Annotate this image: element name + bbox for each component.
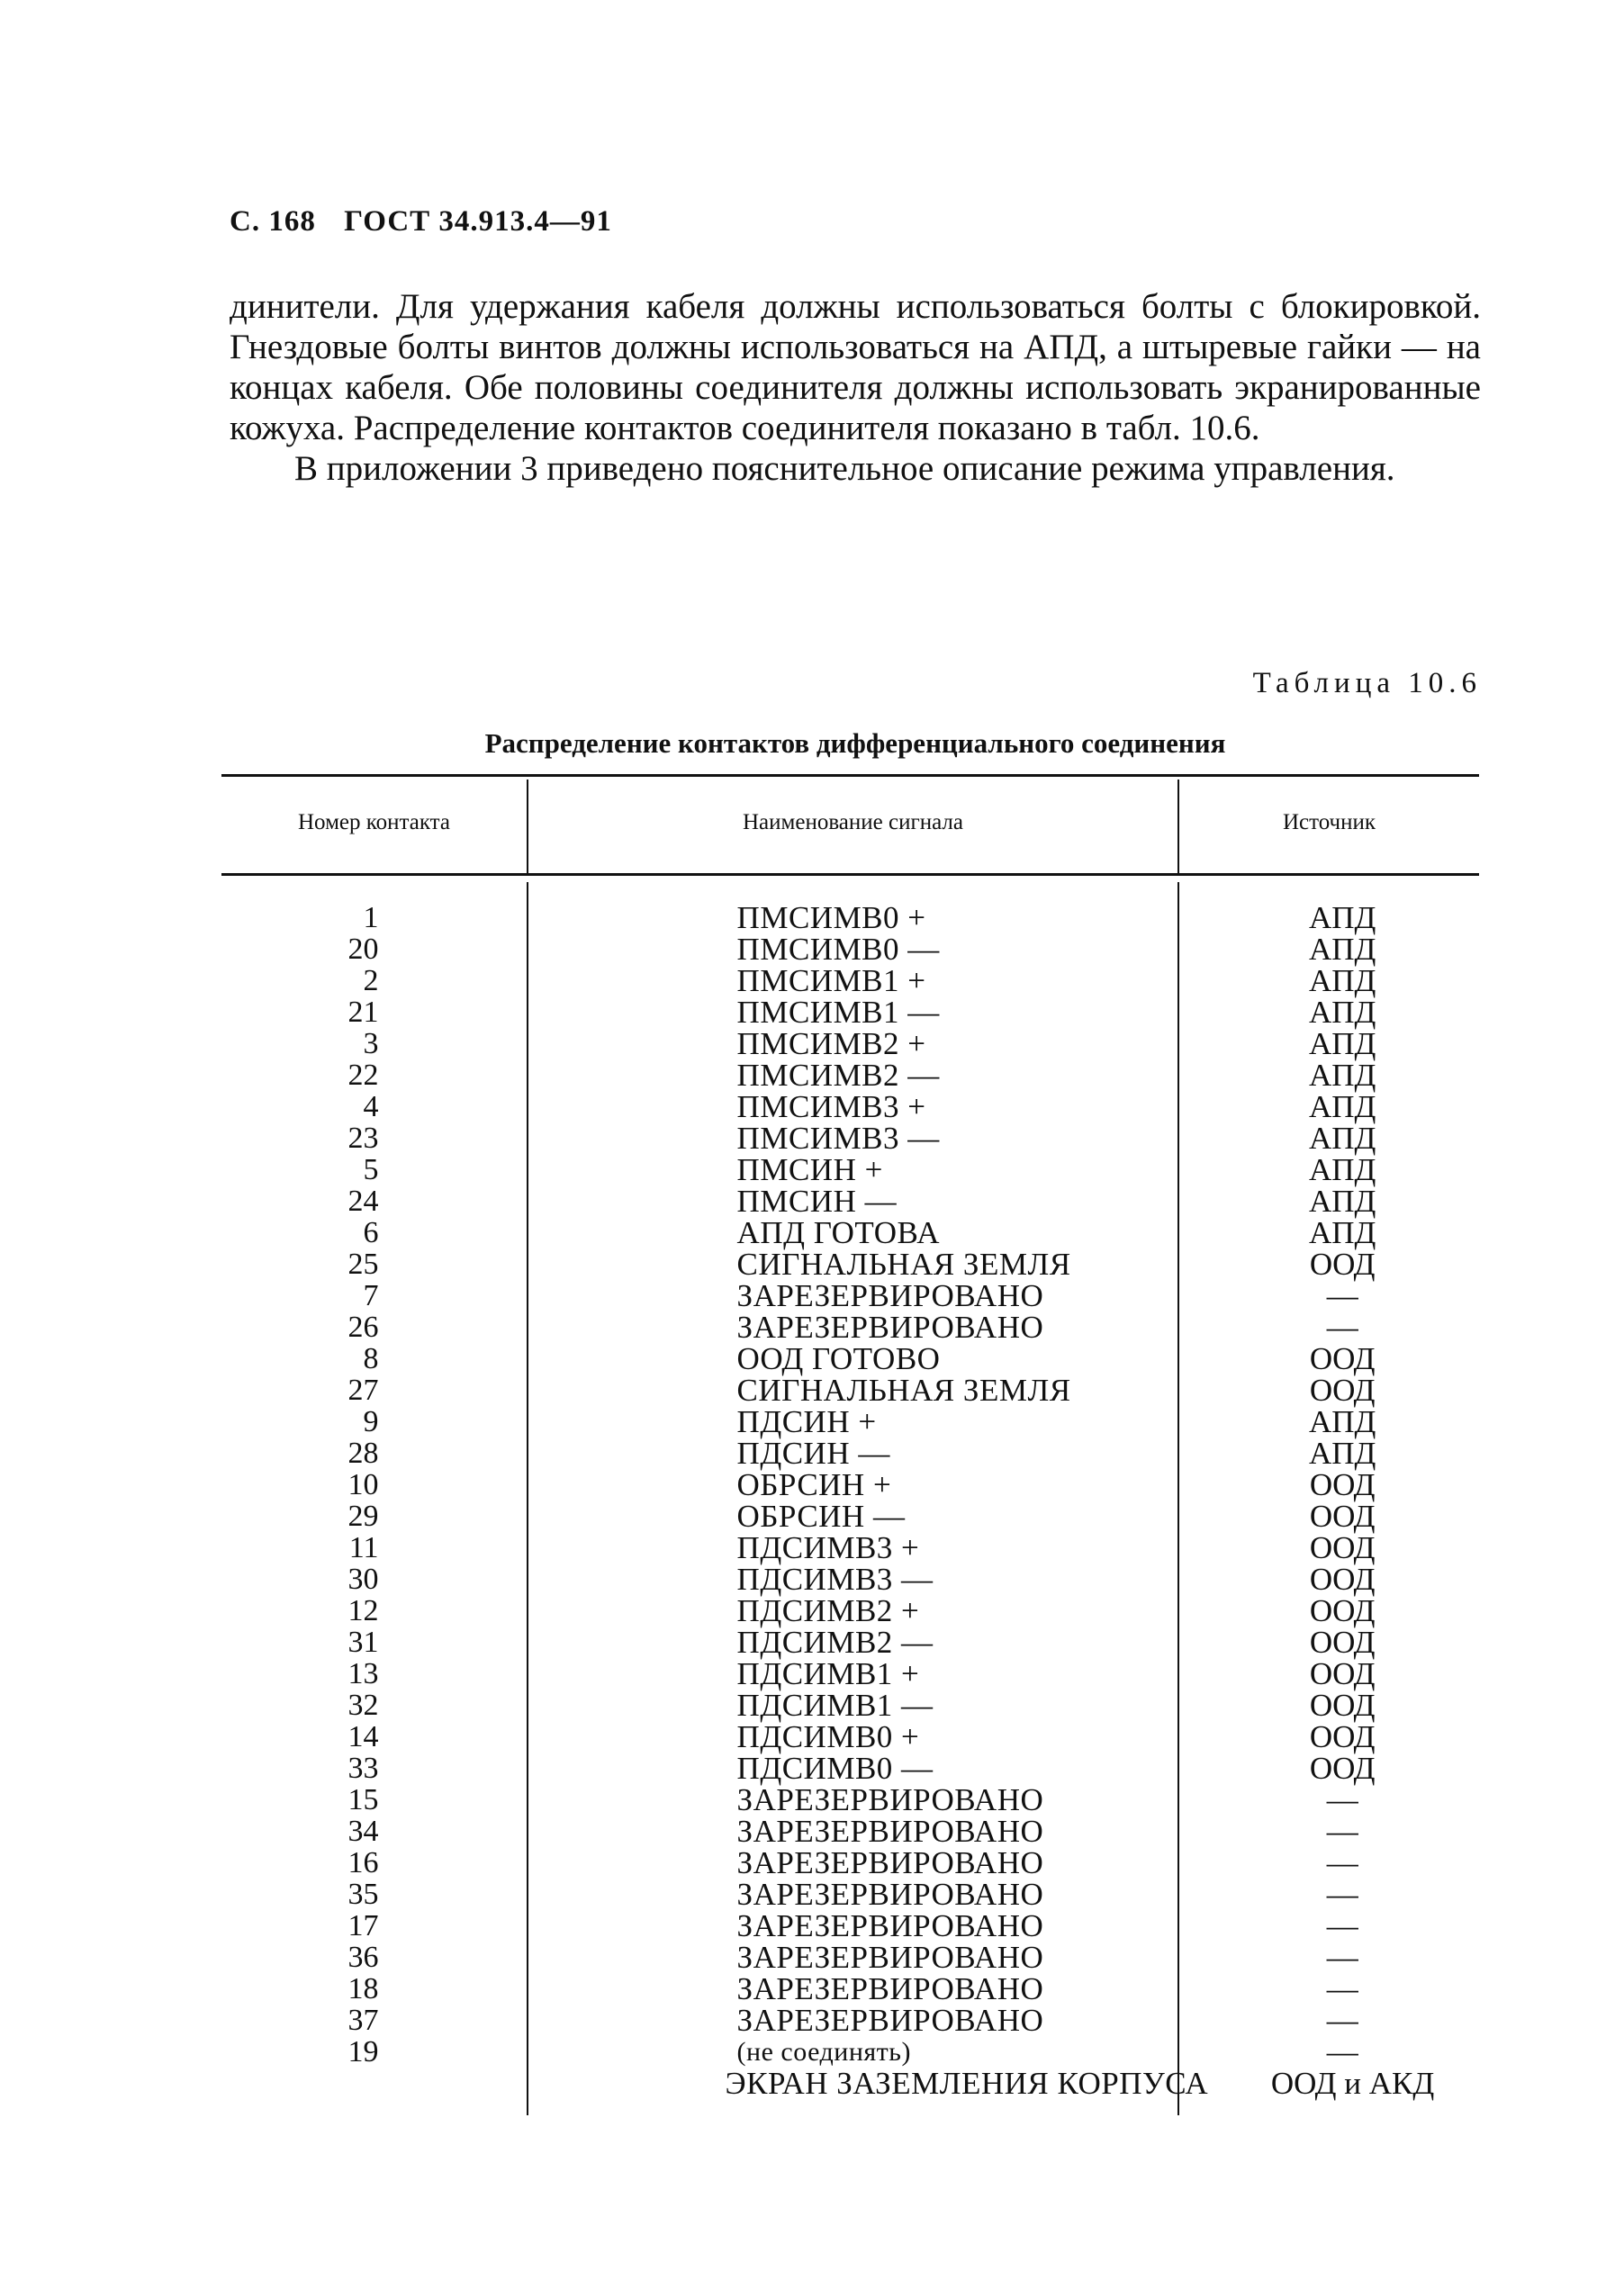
table-row xyxy=(221,1280,1479,1311)
signal-source: ООД xyxy=(1309,1593,1376,1628)
contact-number: 3 xyxy=(363,1027,379,1060)
signal-name: ПДСИМВ3 + xyxy=(736,1530,920,1565)
contact-number: 36 xyxy=(347,1941,379,1974)
signal-name: ПМСИМВ1 — xyxy=(736,995,940,1030)
table-row xyxy=(221,1122,1479,1154)
table-row xyxy=(221,1973,1479,2005)
signal-source: АПД xyxy=(1309,1184,1376,1219)
signal-name: ПМСИМВ3 + xyxy=(736,1089,926,1124)
table-row xyxy=(221,1028,1479,1059)
signal-name: ЗАРЕЗЕРВИРОВАНО xyxy=(736,1877,1044,1912)
table-row xyxy=(221,2068,1479,2099)
table-row xyxy=(221,1500,1479,1532)
contact-number: 17 xyxy=(347,1909,379,1942)
signal-source: — xyxy=(1326,1782,1358,1817)
standard-designation: ГОСТ 34.913.4—91 xyxy=(344,205,612,238)
signal-name: ПМСИН + xyxy=(736,1152,883,1187)
contact-number: 30 xyxy=(347,1563,379,1596)
signal-name: ЗАРЕЗЕРВИРОВАНО xyxy=(736,1310,1044,1345)
signal-source: — xyxy=(1326,2034,1358,2069)
signal-name: ООД ГОТОВО xyxy=(736,1341,941,1376)
signal-name: ЭКРАН ЗАЗЕМЛЕНИЯ КОРПУСА xyxy=(725,2066,1209,2101)
signal-source: — xyxy=(1326,1908,1358,1943)
table-row xyxy=(221,1532,1479,1564)
signal-name: ПМСИМВ0 + xyxy=(736,900,926,935)
signal-source: АПД xyxy=(1309,900,1376,935)
table-row xyxy=(221,1374,1479,1406)
contact-number: 10 xyxy=(347,1468,379,1501)
signal-source: ООД xyxy=(1309,1751,1376,1786)
signal-name: ЗАРЕЗЕРВИРОВАНО xyxy=(736,2003,1044,2038)
signal-source: АПД xyxy=(1309,1089,1376,1124)
table-row xyxy=(221,1059,1479,1091)
signal-source: — xyxy=(1326,1845,1358,1880)
paragraph: В приложении 3 приведено пояснительное описание режима управления. xyxy=(294,449,1395,488)
body-text xyxy=(230,286,1481,489)
contact-number: 12 xyxy=(347,1594,379,1627)
signal-name: ПМСИМВ3 — xyxy=(736,1121,940,1156)
table-top-rule xyxy=(221,774,1479,777)
table-row xyxy=(221,1311,1479,1343)
signal-source: — xyxy=(1326,1940,1358,1975)
table-row xyxy=(221,1690,1479,1721)
page-header xyxy=(230,205,612,239)
signal-name: ПМСИМВ2 + xyxy=(736,1026,926,1061)
table-row xyxy=(221,965,1479,996)
signal-source: АПД xyxy=(1309,1404,1376,1439)
table-row xyxy=(221,2005,1479,2036)
signal-source: ООД xyxy=(1309,1467,1376,1502)
signal-source: — xyxy=(1326,1814,1358,1849)
table-row xyxy=(221,1564,1479,1595)
signal-source: АПД xyxy=(1309,1436,1376,1471)
signal-name: (не соединять) xyxy=(736,2037,911,2067)
contact-number: 29 xyxy=(347,1500,379,1533)
signal-name: ПДСИМВ2 + xyxy=(736,1593,920,1628)
signal-name: ЗАРЕЗЕРВИРОВАНО xyxy=(736,1278,1044,1313)
table-row xyxy=(221,1784,1479,1816)
table-row xyxy=(221,1406,1479,1437)
signal-source: ООД xyxy=(1309,1719,1376,1754)
signal-source: ООД и АКД xyxy=(1270,2066,1435,2101)
table-row xyxy=(221,1595,1479,1627)
column-header-source: Источник xyxy=(1282,810,1376,834)
signal-name: АПД ГОТОВА xyxy=(736,1215,940,1250)
table-row xyxy=(221,1942,1479,1973)
signal-name: ПДСИН + xyxy=(736,1404,877,1439)
signal-name: ПДСИМВ0 + xyxy=(736,1719,920,1754)
table-row xyxy=(221,2036,1479,2068)
contact-number: 31 xyxy=(347,1626,379,1659)
signal-name: ПДСИМВ1 + xyxy=(736,1656,920,1691)
contact-number: 24 xyxy=(347,1185,379,1218)
signal-name: СИГНАЛЬНАЯ ЗЕМЛЯ xyxy=(736,1247,1071,1282)
signal-source: АПД xyxy=(1309,1152,1376,1187)
signal-source: ООД xyxy=(1309,1373,1376,1408)
table-row xyxy=(221,1879,1479,1910)
contact-number: 5 xyxy=(363,1153,379,1186)
contact-number: 27 xyxy=(347,1374,379,1407)
table-row xyxy=(221,1753,1479,1784)
signal-source: — xyxy=(1326,2003,1358,2038)
table-row xyxy=(221,1910,1479,1942)
contact-number: 26 xyxy=(347,1311,379,1344)
signal-source: — xyxy=(1326,1971,1358,2006)
contact-number: 8 xyxy=(363,1342,379,1375)
table-row xyxy=(221,1217,1479,1248)
contact-number: 2 xyxy=(363,964,379,997)
signal-name: ЗАРЕЗЕРВИРОВАНО xyxy=(736,1845,1044,1880)
signal-name: СИГНАЛЬНАЯ ЗЕМЛЯ xyxy=(736,1373,1071,1408)
table-row xyxy=(221,1721,1479,1753)
signal-name: ЗАРЕЗЕРВИРОВАНО xyxy=(736,1814,1044,1849)
signal-name: ПМСИМВ1 + xyxy=(736,963,926,998)
contact-number: 37 xyxy=(347,2004,379,2037)
table-row xyxy=(221,1343,1479,1374)
contact-number: 7 xyxy=(363,1279,379,1312)
table-row xyxy=(221,1816,1479,1847)
signal-source: ООД xyxy=(1309,1341,1376,1376)
signal-name: ПМСИН — xyxy=(736,1184,898,1219)
signal-name: ОБРСИН — xyxy=(736,1499,906,1534)
table-row xyxy=(221,1847,1479,1879)
contact-number: 22 xyxy=(347,1059,379,1092)
table-number: Таблица 10.6 xyxy=(1252,667,1482,699)
contact-number: 23 xyxy=(347,1122,379,1155)
column-header-contact: Номер контакта xyxy=(298,810,450,834)
table-body xyxy=(221,902,1479,2099)
signal-source: — xyxy=(1326,1310,1358,1345)
contact-number: 15 xyxy=(347,1783,379,1816)
signal-source: АПД xyxy=(1309,1058,1376,1093)
signal-name: ПДСИМВ3 — xyxy=(736,1562,934,1597)
page-number: С. 168 xyxy=(230,205,316,238)
signal-source: ООД xyxy=(1309,1499,1376,1534)
table-row xyxy=(221,902,1479,933)
signal-name: ОБРСИН + xyxy=(736,1467,892,1502)
contact-number: 25 xyxy=(347,1248,379,1281)
table-row xyxy=(221,996,1479,1028)
contact-number: 28 xyxy=(347,1437,379,1470)
contact-number: 32 xyxy=(347,1689,379,1722)
contact-number: 20 xyxy=(347,933,379,966)
contact-number: 1 xyxy=(363,901,379,934)
signal-source: ООД xyxy=(1309,1247,1376,1282)
contact-number: 14 xyxy=(347,1720,379,1753)
table-row xyxy=(221,1658,1479,1690)
contact-number: 33 xyxy=(347,1752,379,1785)
table-title: Распределение контактов дифференциального соединения xyxy=(484,727,1226,759)
contact-number: 6 xyxy=(363,1216,379,1249)
contact-number: 21 xyxy=(347,996,379,1029)
table-row xyxy=(221,1154,1479,1185)
table-row xyxy=(221,933,1479,965)
signal-name: ПМСИМВ0 — xyxy=(736,932,940,967)
signal-name: ПМСИМВ2 — xyxy=(736,1058,940,1093)
signal-source: АПД xyxy=(1309,932,1376,967)
signal-name: ЗАРЕЗЕРВИРОВАНО xyxy=(736,1971,1044,2006)
signal-source: ООД xyxy=(1309,1530,1376,1565)
table-row xyxy=(221,1627,1479,1658)
signal-source: АПД xyxy=(1309,963,1376,998)
table-row xyxy=(221,1469,1479,1500)
signal-source: ООД xyxy=(1309,1656,1376,1691)
contact-number: 11 xyxy=(348,1531,379,1564)
signal-source: — xyxy=(1326,1278,1358,1313)
signal-name: ЗАРЕЗЕРВИРОВАНО xyxy=(736,1782,1044,1817)
contact-number: 19 xyxy=(347,2035,379,2068)
signal-source: ООД xyxy=(1309,1562,1376,1597)
contact-number: 9 xyxy=(363,1405,379,1438)
signal-source: АПД xyxy=(1309,995,1376,1030)
signal-source: — xyxy=(1326,1877,1358,1912)
table-row xyxy=(221,1091,1479,1122)
contact-number: 16 xyxy=(347,1846,379,1879)
signal-source: ООД xyxy=(1309,1625,1376,1660)
signal-source: ООД xyxy=(1309,1688,1376,1723)
signal-name: ПДСИМВ2 — xyxy=(736,1625,934,1660)
signal-name: ПДСИМВ1 — xyxy=(736,1688,934,1723)
signal-name: ЗАРЕЗЕРВИРОВАНО xyxy=(736,1940,1044,1975)
table-row xyxy=(221,1185,1479,1217)
signal-name: ПДСИН — xyxy=(736,1436,890,1471)
paragraph: динители. Для удержания кабеля должны использоваться болты с блокировкой. Гнездовые болты винтов должны использоваться на АПД, а штыревые гайки — на концах кабеля. Обе половины соединителя должны использовать экранированные кожуха. Распределение контактов соединителя показано в табл. 10.6. xyxy=(230,287,1481,447)
signal-name: ЗАРЕЗЕРВИРОВАНО xyxy=(736,1908,1044,1943)
signal-source: АПД xyxy=(1309,1121,1376,1156)
contact-number: 4 xyxy=(363,1090,379,1123)
contact-number: 18 xyxy=(347,1972,379,2005)
table-row xyxy=(221,1437,1479,1469)
contact-number: 13 xyxy=(347,1657,379,1690)
signal-source: АПД xyxy=(1309,1026,1376,1061)
table-header-rule xyxy=(221,873,1479,876)
contact-number: 34 xyxy=(347,1815,379,1848)
table-row xyxy=(221,1248,1479,1280)
signal-source: АПД xyxy=(1309,1215,1376,1250)
contact-number: 35 xyxy=(347,1878,379,1911)
column-header-signal: Наименование сигнала xyxy=(743,810,963,834)
signal-name: ПДСИМВ0 — xyxy=(736,1751,934,1786)
